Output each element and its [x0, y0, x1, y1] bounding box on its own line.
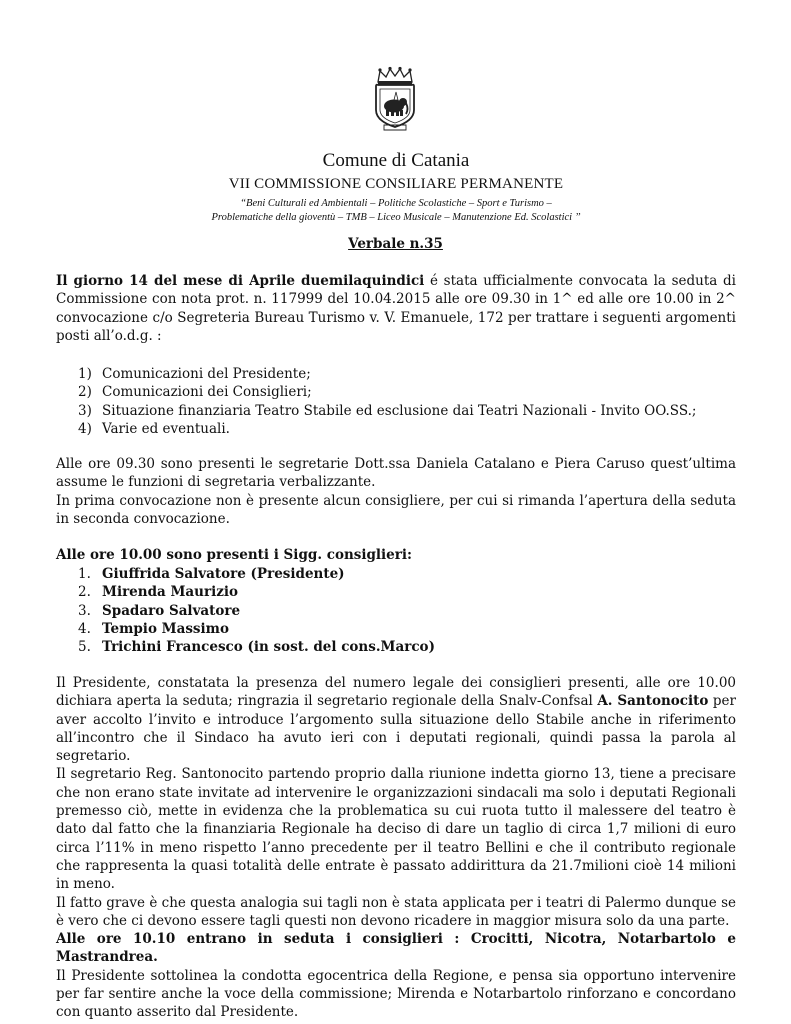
verbale-title-text: Verbale n.35: [348, 236, 443, 252]
agenda-item-number: 3): [78, 402, 92, 419]
first-call-paragraph: [56, 455, 736, 528]
late-arrivals-paragraph: Alle ore 10.10 entrano in seduta i consiglieri : Crocitti, Nicotra, Notarbartolo e Mastrandrea.: [56, 931, 736, 966]
intro-paragraph: [56, 272, 736, 345]
agenda-item-number: 1): [78, 366, 92, 382]
councillor-name: Mirenda Maurizio: [102, 584, 239, 601]
secretary-name: A. Santonocito: [597, 693, 709, 710]
councillor-number: 5.: [78, 639, 91, 656]
councillor-item: [56, 583, 736, 601]
councillor-name: Tempio Massimo: [102, 620, 229, 637]
first-call-no-quorum: In prima convocazione non è presente alcun consigliere, per cui si rimanda l’apertura della seduta in seconda convocazione.: [56, 492, 736, 527]
intro-date-lead: Il giorno 14 del mese di Aprile duemilaquindici: [56, 273, 425, 289]
agenda-item: [56, 383, 736, 401]
palermo-remarks-paragraph: Il fatto grave è che questa analogia sui tagli non è stata applicata per i teatri di Palermo dunque se è vero che ci devono essere tagli questi non devono ricadere in maggior misura solo da una parte.: [56, 894, 736, 929]
agenda-item: [56, 420, 736, 438]
agenda-item-text: Varie ed eventuali.: [102, 420, 230, 437]
president-remarks-paragraph: Il Presidente sottolinea la condotta egocentrica della Regione, e pensa sia opportuno intervenire per far sentire anche la voce della commissione; Mirenda e Notarbartolo rinforzano e concordano con quanto asserito dal Presidente.: [56, 967, 736, 1021]
commission-subtitle-line-1: “Beni Culturali ed Ambientali – Politiche Scolastiche – Sport e Turismo –: [240, 198, 552, 209]
opening-text-a: Il Presidente, constatata la presenza del numero legale dei consiglieri presenti, alle ore 10.00 dichiara aperta la seduta; ringrazia il segretario regionale della Snalv-Confsal: [56, 675, 736, 710]
councillor-number: 1.: [78, 566, 91, 582]
councillor-number: 4.: [78, 620, 91, 637]
opening-text-b: per aver accolto l’invito e introduce l’argomento sulla situazione dello Stabile anche in riferimento all’incontro che il Sindaco ha avuto ieri con i deputati regionali, quindi passa la parola al segretario.: [56, 693, 736, 765]
agenda-item-number: 2): [78, 384, 92, 401]
agenda-item-number: 4): [78, 420, 92, 437]
councillor-name: Trichini Francesco (in sost. del cons.Marco): [102, 639, 435, 656]
councillors-list: [56, 565, 736, 656]
agenda-item-text: Situazione finanziaria Teatro Stabile ed esclusione dai Teatri Nazionali - Invito OO.SS.;: [102, 402, 697, 419]
councillor-name: Spadaro Salvatore: [102, 602, 241, 619]
agenda-item: [56, 365, 736, 383]
councillor-number: 3.: [78, 602, 91, 619]
commission-subtitle-line-2: Problematiche della gioventù – TMB – Liceo Musicale – Manutenzione Ed. Scolastici ’’: [211, 212, 581, 223]
councillor-item: [56, 638, 736, 656]
councillor-item: [56, 602, 736, 620]
councillor-name: Giuffrida Salvatore (Presidente): [102, 566, 345, 582]
agenda-item-text: Comunicazioni dei Consiglieri;: [102, 384, 312, 401]
councillor-number: 2.: [78, 584, 91, 601]
comune-name: Comune di Catania: [322, 150, 470, 171]
verbale-title: [0, 236, 791, 252]
agenda-list: [56, 365, 736, 438]
secretary-remarks-paragraph: Il segretario Reg. Santonocito partendo proprio dalla riunione indetta giorno 13, tiene a precisare che non erano state invitate ad intervenire le organizzazioni sindacali ma solo i deputati Regionali premesso ciò, mette in evidenza che la problematica su cui ruota tutto il malessere del teatro è dato dal fatto che la finanziaria Regionale ha deciso di dare un taglio di circa 1,7 milioni di euro circa l’11% in meno rispetto l’anno precedente per il teatro Bellini e che il contributo regionale che rappresenta la quasi totalità delle entrate è passato addirittura da 21.7milioni cioè 14 milioni in meno.: [56, 766, 736, 893]
agenda-item: [56, 402, 736, 420]
city-crest-logo: [372, 66, 418, 132]
commission-title: VII COMMISSIONE CONSILIARE PERMANENTE: [228, 176, 564, 192]
second-call-heading: Alle ore 10.00 sono presenti i Sigg. consiglieri:: [56, 547, 412, 563]
councillor-item: [56, 565, 736, 583]
first-call-secretaries: Alle ore 09.30 sono presenti le segretarie Dott.ssa Daniela Catalano e Piera Caruso quest’ultima assume le funzioni di segretaria verbalizzante.: [56, 456, 736, 491]
discussion-opening-paragraph: [56, 674, 736, 765]
discussion-section: [56, 674, 736, 1022]
councillor-item: [56, 620, 736, 638]
agenda-item-text: Comunicazioni del Presidente;: [102, 366, 311, 382]
intro-text: é stata ufficialmente convocata la seduta di Commissione con nota prot. n. 117999 del 10.04.2015 alle ore 09.30 in 1^ ed alle ore 10.00 in 2^ convocazione c/o Segreteria Bureau Turismo v. V. Emanuele, 172 per trattare i seguenti argomenti posti all’o.d.g. :: [56, 273, 736, 344]
